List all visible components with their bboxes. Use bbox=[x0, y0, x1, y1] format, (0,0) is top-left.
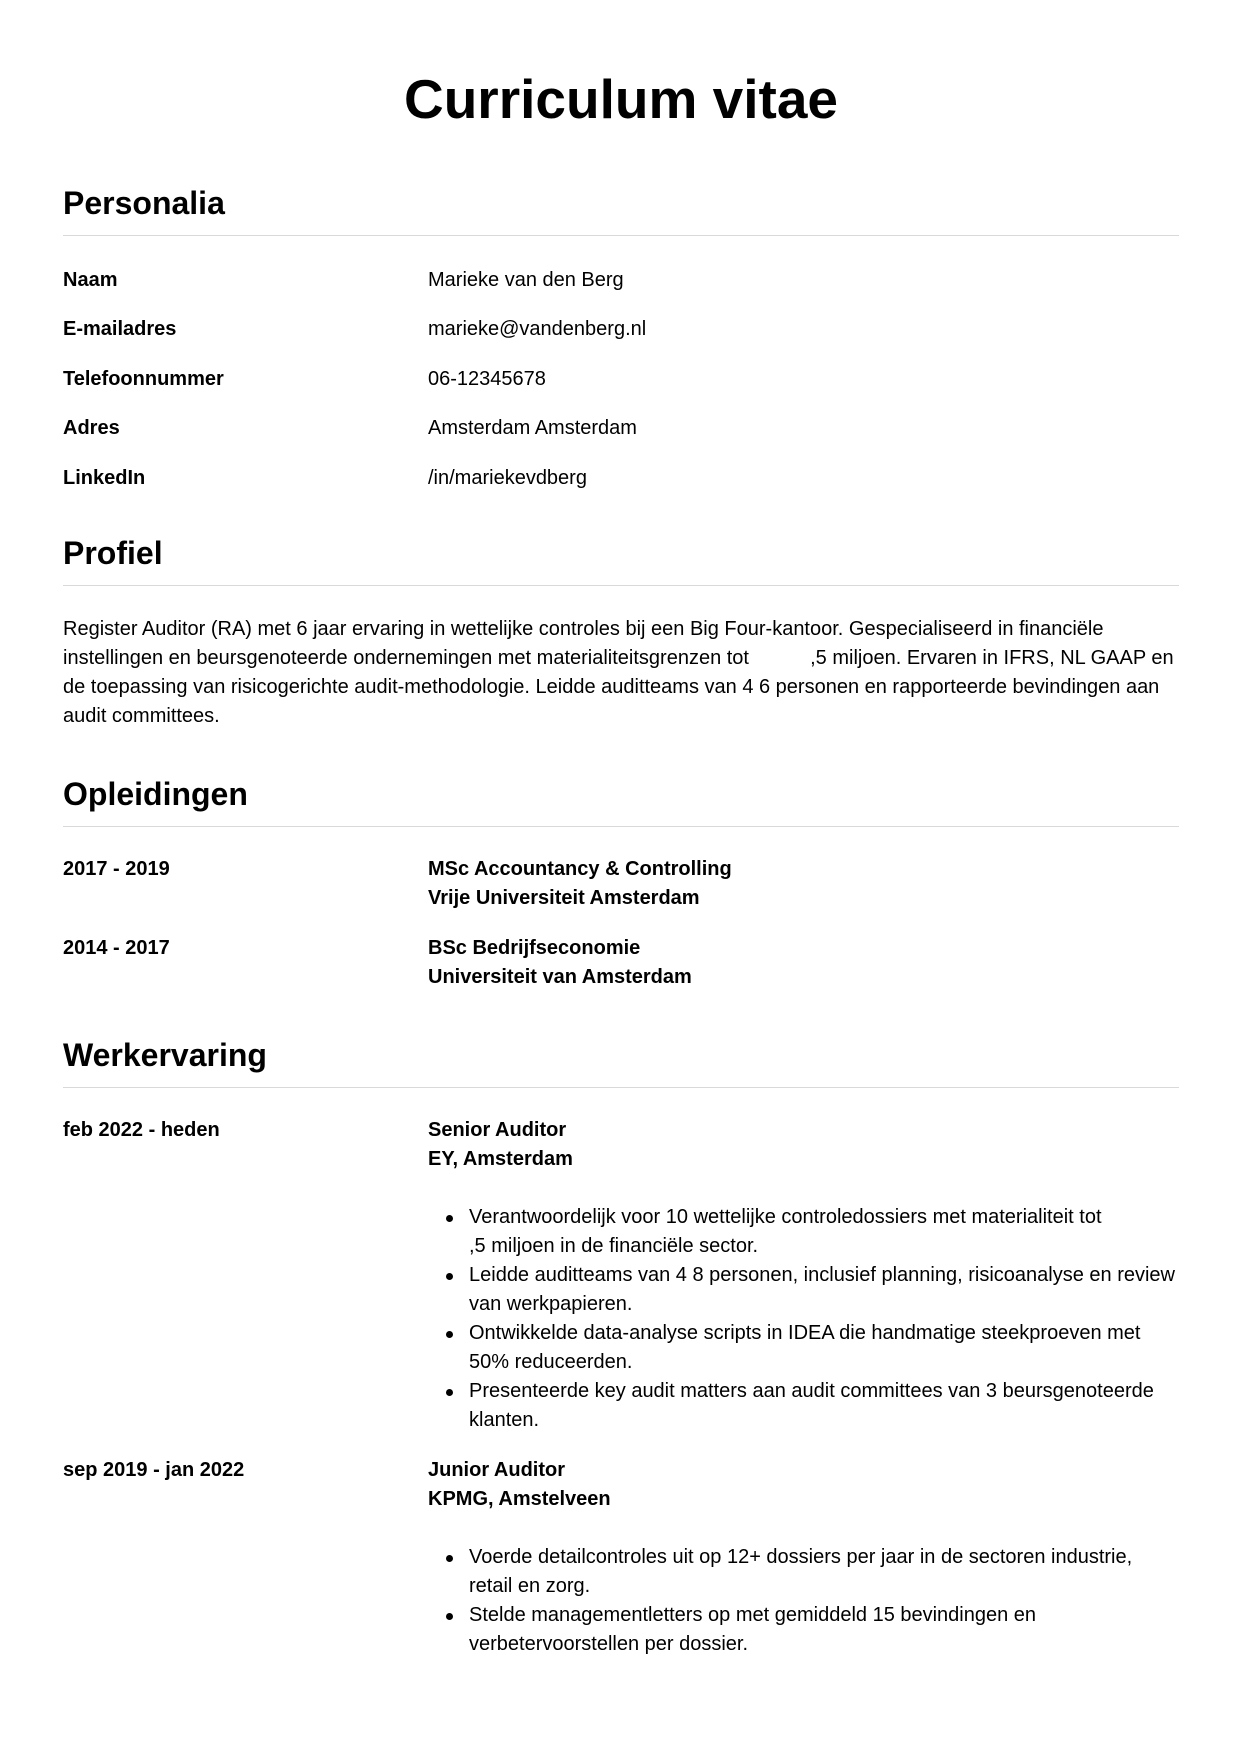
profile-text: Register Auditor (RA) met 6 jaar ervaring in wettelijke controles bij een Big Four-kantoor. Gespecialiseerd in financiële instellingen en beursgenoteerde ondernemingen met materialiteitsgrenzen tot ,5 miljoen. Ervaren in IFRS, NL GAAP en de toepassing van risicogerichte audit-methodologie. Leidde auditteams van 4 6 personen en rapporteerde bevindingen aan audit committees. bbox=[63, 618, 1180, 727]
cv-page bbox=[63, 0, 1179, 1659]
personalia-row-telefoon bbox=[63, 365, 1179, 414]
personalia-value: Marieke van den Berg bbox=[428, 269, 624, 291]
personalia-label: LinkedIn bbox=[63, 467, 146, 489]
education-period: 2017 - 2019 bbox=[63, 858, 170, 880]
work-list bbox=[63, 1088, 1179, 1659]
work-bullets bbox=[428, 1203, 1179, 1435]
work-role: Junior Auditor bbox=[428, 1459, 566, 1481]
personalia-row-email bbox=[63, 315, 1179, 365]
section-heading-profiel: Profiel bbox=[63, 533, 1179, 586]
document-title: Curriculum vitae bbox=[403, 68, 838, 130]
education-entry bbox=[63, 934, 1179, 992]
work-bullet: Verantwoordelijk voor 10 wettelijke controledossiers met materialiteit tot ,5 miljoen in de financiële sector. bbox=[469, 1203, 1179, 1261]
work-company: KPMG, Amstelveen bbox=[428, 1488, 611, 1510]
personalia-value: marieke@vandenberg.nl bbox=[428, 318, 647, 340]
personalia-row-naam bbox=[63, 266, 1179, 315]
education-details bbox=[428, 934, 1179, 992]
work-details bbox=[428, 1456, 1179, 1659]
section-heading-werkervaring: Werkervaring bbox=[63, 1035, 1179, 1088]
personalia-row-adres bbox=[63, 414, 1179, 464]
work-period: sep 2019 - jan 2022 bbox=[63, 1459, 245, 1481]
work-bullets bbox=[428, 1543, 1179, 1659]
section-personalia bbox=[63, 183, 1179, 493]
personalia-label: Adres bbox=[63, 417, 120, 439]
work-company: EY, Amsterdam bbox=[428, 1148, 573, 1170]
education-period: 2014 - 2017 bbox=[63, 937, 170, 959]
section-heading-personalia: Personalia bbox=[63, 183, 1179, 236]
personalia-rows bbox=[63, 236, 1179, 493]
education-school: Universiteit van Amsterdam bbox=[428, 966, 692, 988]
section-opleidingen bbox=[63, 774, 1179, 992]
education-entry bbox=[63, 855, 1179, 934]
section-profiel bbox=[63, 533, 1179, 731]
work-entry bbox=[63, 1456, 1179, 1659]
education-degree: BSc Bedrijfseconomie bbox=[428, 937, 641, 959]
work-bullet: Leidde auditteams van 4 8 personen, inclusief planning, risicoanalyse en review van werkpapieren. bbox=[469, 1261, 1179, 1319]
work-bullet: Presenteerde key audit matters aan audit committees van 3 beursgenoteerde klanten. bbox=[469, 1377, 1179, 1435]
work-entry bbox=[63, 1116, 1179, 1435]
work-bullet: Voerde detailcontroles uit op 12+ dossiers per jaar in de sectoren industrie, retail en zorg. bbox=[469, 1543, 1179, 1601]
personalia-label: Telefoonnummer bbox=[63, 368, 224, 390]
personalia-value: 06-12345678 bbox=[428, 368, 546, 390]
education-school: Vrije Universiteit Amsterdam bbox=[428, 887, 700, 909]
education-list bbox=[63, 827, 1179, 992]
personalia-value: Amsterdam Amsterdam bbox=[428, 417, 637, 439]
education-degree: MSc Accountancy & Controlling bbox=[428, 858, 732, 880]
work-period: feb 2022 - heden bbox=[63, 1119, 220, 1141]
personalia-value: /in/mariekevdberg bbox=[428, 467, 587, 489]
work-role: Senior Auditor bbox=[428, 1119, 567, 1141]
work-details bbox=[428, 1116, 1179, 1435]
personalia-row-linkedin bbox=[63, 464, 1179, 493]
section-heading-opleidingen: Opleidingen bbox=[63, 774, 1179, 827]
section-werkervaring bbox=[63, 1035, 1179, 1659]
education-details bbox=[428, 855, 1179, 934]
personalia-label: Naam bbox=[63, 269, 118, 291]
work-bullet: Ontwikkelde data-analyse scripts in IDEA die handmatige steekproeven met 50% reduceerden. bbox=[469, 1319, 1179, 1377]
personalia-label: E-mailadres bbox=[63, 318, 177, 340]
work-bullet: Stelde managementletters op met gemiddeld 15 bevindingen en verbetervoorstellen per dossier. bbox=[469, 1601, 1179, 1659]
